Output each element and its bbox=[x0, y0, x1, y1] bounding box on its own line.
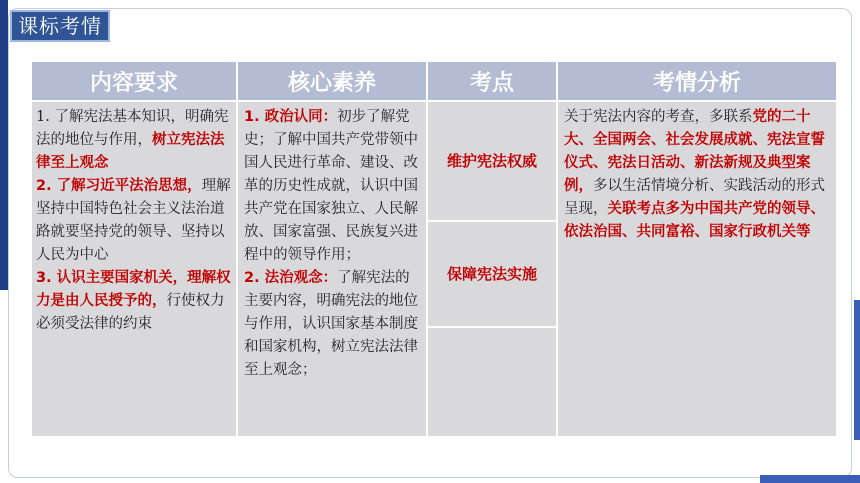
literacy-heading: 1. 政治认同： bbox=[244, 109, 338, 125]
requirements-cell bbox=[31, 101, 237, 437]
requirement-text: 行使权力必须受法律的约束 bbox=[36, 293, 225, 332]
header-analysis: 考情分析 bbox=[557, 61, 837, 101]
point-slot bbox=[428, 102, 556, 222]
table-header-row bbox=[31, 61, 837, 101]
right-accent-bar bbox=[854, 300, 860, 440]
requirement-highlight: 2. 了解习近平法治思想， bbox=[36, 178, 202, 194]
points-cell bbox=[427, 101, 557, 437]
literacy-text: 了解宪法的主要内容，明确宪法的地位与作用，认识国家基本制度和国家机构，树立宪法法律至上观念； bbox=[244, 270, 418, 378]
left-accent-bar bbox=[0, 0, 8, 290]
analysis-highlight: 关联考点多为中国共产党的领导、依法治国、共同富裕、国家行政机关等 bbox=[564, 201, 825, 240]
syllabus-table bbox=[30, 60, 838, 438]
corner-accent-bar bbox=[760, 475, 860, 483]
analysis-text: 关于宪法内容的考查，多联系 bbox=[564, 109, 753, 125]
requirement-highlight: 树立宪法法律至上观念 bbox=[36, 132, 225, 171]
literacy-text: 初步了解党史；了解中国共产党带领中国人民进行革命、建设、改革的历史性成就，认识中国共产党在国家独立、人民解放、国家富强、民族复兴进程中的领导作用； bbox=[244, 109, 418, 263]
header-points: 考点 bbox=[427, 61, 557, 101]
point-label: 保障宪法实施 bbox=[446, 264, 537, 283]
literacy-cell bbox=[237, 101, 427, 437]
header-literacy: 核心素养 bbox=[237, 61, 427, 101]
analysis-text: 多以生活情境分析、实践活动的形式呈现， bbox=[564, 178, 825, 217]
point-slot-empty bbox=[428, 328, 556, 434]
point-slot bbox=[428, 222, 556, 328]
analysis-highlight: 党的二十大、全国两会、社会发展成就、宪法宣誓仪式、宪法日活动、新法新规及典型案例， bbox=[564, 109, 825, 194]
requirement-highlight: 3. 认识主要国家机关，理解权力是由人民授予的， bbox=[36, 270, 231, 309]
table-row bbox=[31, 101, 837, 437]
literacy-heading: 2. 法治观念： bbox=[244, 270, 338, 286]
header-requirements: 内容要求 bbox=[31, 61, 237, 101]
section-title: 课标考情 bbox=[10, 10, 110, 42]
analysis-cell bbox=[557, 101, 837, 437]
requirement-text: 理解坚持中国特色社会主义法治道路就要坚持党的领导、坚持以人民为中心 bbox=[36, 178, 231, 263]
requirement-text: 1. 了解宪法基本知识，明确宪法的地位与作用， bbox=[36, 109, 229, 148]
point-label: 维护宪法权威 bbox=[446, 151, 537, 170]
